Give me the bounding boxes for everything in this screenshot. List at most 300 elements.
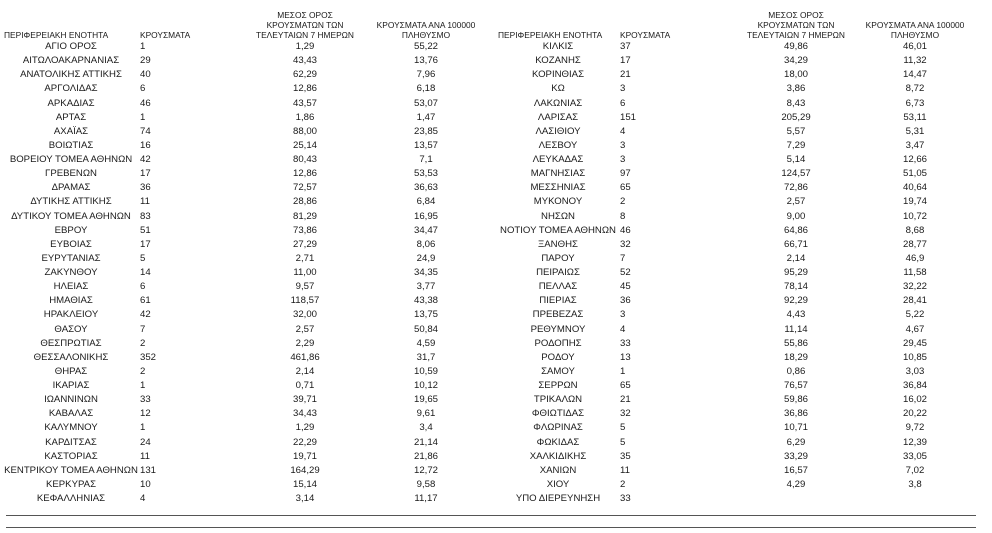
per-100k-value: 24,9 [416, 252, 436, 264]
per-100k-value: 46,01 [902, 41, 927, 53]
per-100k-value: 12,72 [413, 464, 438, 476]
avg-7day-value: 59,86 [783, 394, 808, 406]
per-100k-value: 6,84 [416, 196, 436, 208]
cases-value: 29 [140, 55, 151, 67]
cases-value: 6 [140, 281, 146, 293]
table-row [496, 125, 978, 139]
region-name: ΔΡΑΜΑΣ [51, 182, 91, 194]
header-row [2, 8, 492, 40]
region-name: ΚΑΣΤΟΡΙΑΣ [44, 450, 98, 462]
cases-value: 52 [620, 267, 631, 279]
region-name: ΔΥΤΙΚΗΣ ΑΤΤΙΚΗΣ [30, 196, 112, 208]
avg-7day-value: 22,29 [292, 436, 317, 448]
avg-7day-value: 11,00 [293, 267, 317, 279]
region-name: ΧΙΟΥ [546, 478, 570, 490]
cases-value: 13 [620, 351, 631, 363]
table-row [496, 252, 978, 266]
region-name: ΦΛΩΡΙΝΑΣ [533, 422, 583, 434]
per-100k-value: 34,35 [413, 267, 438, 279]
region-name: ΧΑΛΚΙΔΙΚΗΣ [529, 450, 587, 462]
avg-7day-value: 64,86 [783, 224, 808, 236]
region-name: ΞΑΝΘΗΣ [538, 238, 578, 250]
per-100k-value: 10,85 [902, 351, 927, 363]
table-row [2, 82, 492, 96]
cases-value: 16 [140, 139, 151, 151]
per-100k-value: 12,66 [902, 154, 927, 166]
avg-7day-value: 4,43 [786, 309, 806, 321]
region-name: ΚΟΡΙΝΘΙΑΣ [531, 69, 585, 81]
region-name: ΕΥΡΥΤΑΝΙΑΣ [41, 252, 101, 264]
avg-7day-value: 461,86 [290, 351, 320, 363]
per-100k-value: 3,03 [905, 365, 925, 377]
per-100k-value: 20,22 [902, 408, 927, 420]
table-row [496, 436, 978, 450]
cases-value: 32 [620, 408, 631, 420]
avg-7day-value: 49,86 [783, 41, 808, 53]
table-row [496, 337, 978, 351]
per-100k-value: 16,95 [413, 210, 438, 222]
region-name: ΑΓΙΟ ΟΡΟΣ [45, 41, 97, 53]
table-row [2, 224, 492, 238]
region-name: ΕΥΒΟΙΑΣ [50, 238, 92, 250]
avg-7day-value: 12,86 [292, 83, 317, 95]
cases-table-right [496, 8, 978, 506]
cases-value: 37 [620, 41, 631, 53]
avg-7day-value: 2,57 [786, 196, 806, 208]
region-name: ΗΛΕΙΑΣ [53, 281, 89, 293]
table-row [496, 421, 978, 435]
table-row [2, 153, 492, 167]
region-name: ΗΡΑΚΛΕΙΟΥ [43, 309, 99, 321]
table-row [496, 492, 978, 506]
avg-7day-value [740, 492, 852, 506]
avg-7day-value: 39,71 [292, 394, 317, 406]
region-name: ΣΑΜΟΥ [541, 365, 575, 377]
per-100k-value: 31,7 [416, 351, 436, 363]
per-100k-value: 6,18 [416, 83, 436, 95]
cases-value: 7 [140, 323, 146, 335]
region-name: ΤΡΙΚΑΛΩΝ [533, 394, 583, 406]
region-name: ΜΑΓΝΗΣΙΑΣ [530, 168, 586, 180]
per-100k-value: 5,31 [905, 125, 925, 137]
per-100k-value: 21,14 [413, 436, 438, 448]
table-row [2, 266, 492, 280]
region-name: ΠΕΛΛΑΣ [538, 281, 578, 293]
cases-value: 51 [140, 224, 151, 236]
avg-7day-value: 78,14 [783, 281, 808, 293]
avg-7day-value: 4,29 [786, 478, 806, 490]
per-100k-value: 4,59 [416, 337, 436, 349]
table-row [2, 139, 492, 153]
table-row [2, 252, 492, 266]
per-100k-value: 53,07 [413, 97, 438, 109]
avg-7day-value: 8,43 [786, 97, 806, 109]
region-name: ΚΕΦΑΛΛΗΝΙΑΣ [36, 493, 106, 505]
table-row [496, 464, 978, 478]
avg-7day-value: 3,14 [295, 493, 315, 505]
avg-7day-value: 6,29 [786, 436, 806, 448]
per-100k-value: 19,65 [413, 394, 438, 406]
avg-7day-value: 72,57 [292, 182, 317, 194]
table-row [2, 280, 492, 294]
cases-value: 151 [620, 111, 637, 123]
avg-7day-value: 205,29 [781, 111, 811, 123]
avg-7day-value: 1,29 [295, 41, 315, 53]
per-100k-value: 3,8 [908, 478, 922, 490]
per-100k-value: 7,96 [416, 69, 436, 81]
table-row [2, 478, 492, 492]
cases-value: 6 [620, 97, 626, 109]
per-100k-value: 1,47 [416, 111, 436, 123]
avg-7day-value: 2,57 [295, 323, 315, 335]
cases-value: 4 [620, 125, 626, 137]
region-name: ΛΑΣΙΘΙΟΥ [535, 125, 581, 137]
page-bottom-rule [6, 527, 976, 528]
table-row [2, 450, 492, 464]
cases-value: 2 [620, 478, 626, 490]
cases-value: 46 [140, 97, 151, 109]
per-100k-value: 33,05 [902, 450, 927, 462]
per-100k-value: 3,77 [416, 281, 436, 293]
avg-7day-value: 33,29 [783, 450, 808, 462]
table-row [2, 351, 492, 365]
table-bottom-rule [6, 515, 976, 516]
region-name: ΚΑΡΔΙΤΣΑΣ [45, 436, 97, 448]
cases-value: 11 [140, 196, 150, 208]
cases-value: 17 [140, 238, 151, 250]
table-row [2, 492, 492, 506]
cases-value: 35 [620, 450, 631, 462]
header-unit: ΠΕΡΙΦΕΡΕΙΑΚΗ ΕΝΟΤΗΤΑ [498, 30, 603, 40]
avg-7day-value: 18,29 [783, 351, 808, 363]
per-100k-value: 40,64 [902, 182, 927, 194]
table-row [2, 68, 492, 82]
avg-7day-value: 73,86 [292, 224, 317, 236]
cases-value: 3 [620, 139, 626, 151]
avg-7day-value: 2,14 [295, 365, 315, 377]
cases-value: 10 [140, 478, 151, 490]
table-row [496, 308, 978, 322]
table-row [496, 68, 978, 82]
avg-7day-value: 2,71 [295, 252, 315, 264]
table-row [496, 450, 978, 464]
table-row [496, 181, 978, 195]
cases-value: 61 [140, 295, 151, 307]
avg-7day-value: 0,86 [786, 365, 806, 377]
avg-7day-value: 9,57 [295, 281, 315, 293]
avg-7day-value: 32,00 [292, 309, 317, 321]
region-name: ΕΒΡΟΥ [54, 224, 88, 236]
cases-value: 1 [140, 111, 146, 123]
region-name: ΥΠΟ ΔΙΕΡΕΥΝΗΣΗ [515, 493, 601, 505]
avg-7day-value: 11,14 [784, 323, 808, 335]
per-100k-value: 13,57 [413, 139, 438, 151]
region-name: ΙΩΑΝΝΙΝΩΝ [44, 394, 98, 406]
region-name: ΚΑΒΑΛΑΣ [48, 408, 94, 420]
per-100k-value: 11,58 [903, 267, 927, 279]
avg-7day-value: 62,29 [292, 69, 317, 81]
table-row [2, 238, 492, 252]
header-cases: ΚΡΟΥΣΜΑΤΑ [620, 30, 671, 40]
cases-value: 45 [620, 281, 631, 293]
per-100k-value: 8,06 [416, 238, 436, 250]
avg-7day-value: 5,14 [786, 154, 806, 166]
cases-value: 1 [620, 365, 626, 377]
cases-value: 40 [140, 69, 151, 81]
cases-value: 6 [140, 83, 146, 95]
avg-7day-value: 36,86 [783, 408, 808, 420]
per-100k-value: 55,22 [413, 41, 438, 53]
region-name: ΚΑΛΥΜΝΟΥ [44, 422, 98, 434]
cases-value: 11 [620, 464, 630, 476]
table-row [496, 54, 978, 68]
region-name: ΡΟΔΟΥ [541, 351, 575, 363]
cases-value: 5 [620, 422, 626, 434]
region-name: ΑΝΑΤΟΛΙΚΗΣ ΑΤΤΙΚΗΣ [20, 69, 122, 81]
avg-7day-value: 25,14 [292, 139, 317, 151]
avg-7day-value: 7,29 [786, 139, 806, 151]
table-row [2, 125, 492, 139]
table-row [496, 82, 978, 96]
per-100k-value: 10,59 [413, 365, 438, 377]
region-name: ΛΕΥΚΑΔΑΣ [532, 154, 584, 166]
avg-7day-value: 55,86 [783, 337, 808, 349]
per-100k-value: 21,86 [413, 450, 438, 462]
avg-7day-value: 12,86 [292, 168, 317, 180]
header-cases: ΚΡΟΥΣΜΑΤΑ [140, 30, 191, 40]
cases-value: 12 [140, 408, 151, 420]
cases-value: 36 [620, 295, 631, 307]
region-name: ΑΡΓΟΛΙΔΑΣ [44, 83, 98, 95]
table-row [2, 379, 492, 393]
per-100k-value: 28,41 [902, 295, 927, 307]
per-100k-value: 53,53 [413, 168, 438, 180]
table-row [2, 407, 492, 421]
table-row [2, 436, 492, 450]
region-name: ΓΡΕΒΕΝΩΝ [45, 168, 97, 180]
cases-value: 65 [620, 380, 631, 392]
cases-value: 17 [140, 168, 151, 180]
region-name: ΚΕΝΤΡΙΚΟΥ ΤΟΜΕΑ ΑΘΗΝΩΝ [4, 464, 138, 476]
per-100k-value: 23,85 [413, 125, 438, 137]
table-row [496, 167, 978, 181]
header-rate: ΚΡΟΥΣΜΑΤΑ ΑΝΑ 100000 ΠΛΗΘΥΣΜΟ [376, 20, 476, 40]
cases-value: 32 [620, 238, 631, 250]
avg-7day-value: 92,29 [783, 295, 808, 307]
table-row [2, 167, 492, 181]
cases-value: 131 [140, 464, 157, 476]
region-name: ΦΘΙΩΤΙΔΑΣ [531, 408, 585, 420]
per-100k-value: 46,9 [905, 252, 925, 264]
table-row [496, 238, 978, 252]
per-100k-value: 7,02 [905, 464, 925, 476]
region-name: ΜΕΣΣΗΝΙΑΣ [530, 182, 586, 194]
region-name: ΝΟΤΙΟΥ ΤΟΜΕΑ ΑΘΗΝΩΝ [500, 224, 616, 236]
avg-7day-value: 0,71 [295, 380, 315, 392]
cases-value: 33 [140, 394, 151, 406]
cases-value: 7 [620, 252, 626, 264]
table-row [2, 323, 492, 337]
region-name: ΠΑΡΟΥ [541, 252, 575, 264]
region-name: ΔΥΤΙΚΟΥ ΤΟΜΕΑ ΑΘΗΝΩΝ [11, 210, 131, 222]
per-100k-value: 19,74 [902, 196, 927, 208]
per-100k-value: 16,02 [902, 394, 927, 406]
region-name: ΒΟΙΩΤΙΑΣ [48, 139, 94, 151]
avg-7day-value: 2,29 [295, 337, 315, 349]
per-100k-value: 10,12 [413, 380, 438, 392]
table-row [496, 97, 978, 111]
region-name: ΚΟΖΑΝΗΣ [535, 55, 581, 67]
per-100k-value: 8,68 [905, 224, 925, 236]
region-name: ΜΥΚΟΝΟΥ [533, 196, 583, 208]
per-100k-value: 12,39 [902, 436, 927, 448]
region-name: ΛΕΣΒΟΥ [538, 139, 578, 151]
cases-value: 33 [620, 493, 631, 505]
cases-value: 17 [620, 55, 631, 67]
table-row [2, 393, 492, 407]
table-row [496, 195, 978, 209]
per-100k-value: 9,72 [905, 422, 925, 434]
per-100k-value [852, 492, 978, 506]
per-100k-value: 14,47 [902, 69, 927, 81]
avg-7day-value: 81,29 [292, 210, 317, 222]
avg-7day-value: 10,71 [783, 422, 808, 434]
table-row [496, 153, 978, 167]
avg-7day-value: 9,00 [786, 210, 806, 222]
per-100k-value: 13,75 [413, 309, 438, 321]
table-row [2, 365, 492, 379]
avg-7day-value: 164,29 [290, 464, 320, 476]
region-name: ΑΡΚΑΔΙΑΣ [47, 97, 95, 109]
region-name: ΣΕΡΡΩΝ [538, 380, 578, 392]
per-100k-value: 5,22 [905, 309, 925, 321]
table-row [2, 111, 492, 125]
cases-value: 83 [140, 210, 151, 222]
avg-7day-value: 5,57 [786, 125, 806, 137]
avg-7day-value: 34,29 [783, 55, 808, 67]
region-name: ΡΟΔΟΠΗΣ [534, 337, 582, 349]
cases-value: 42 [140, 309, 151, 321]
region-name: ΠΙΕΡΙΑΣ [539, 295, 577, 307]
table-row [2, 337, 492, 351]
avg-7day-value: 1,29 [295, 422, 315, 434]
region-name: ΘΕΣΠΡΩΤΙΑΣ [40, 337, 102, 349]
region-name: ΘΕΣΣΑΛΟΝΙΚΗΣ [33, 351, 109, 363]
cases-value: 1 [140, 422, 146, 434]
table-row [496, 379, 978, 393]
table-row [496, 323, 978, 337]
cases-value: 1 [140, 41, 146, 53]
per-100k-value: 9,58 [416, 478, 436, 490]
avg-7day-value: 118,57 [290, 295, 320, 307]
per-100k-value: 43,38 [413, 295, 438, 307]
avg-7day-value: 76,57 [783, 380, 808, 392]
per-100k-value: 53,11 [903, 111, 927, 123]
table-row [2, 54, 492, 68]
avg-7day-value: 1,86 [295, 111, 315, 123]
cases-value: 2 [620, 196, 626, 208]
cases-value: 24 [140, 436, 151, 448]
header-avg: ΜΕΣΟΣ ΟΡΟΣ ΚΡΟΥΣΜΑΤΩΝ ΤΩΝ ΤΕΛΕΥΤΑΙΩΝ 7 ΗΜΕΡΩΝ [255, 10, 354, 40]
region-name: ΑΡΤΑΣ [55, 111, 87, 123]
per-100k-value: 9,61 [416, 408, 436, 420]
per-100k-value: 8,72 [905, 83, 925, 95]
avg-7day-value: 18,00 [783, 69, 808, 81]
avg-7day-value: 16,57 [783, 464, 808, 476]
cases-value: 8 [620, 210, 626, 222]
cases-value: 42 [140, 154, 151, 166]
cases-value: 74 [140, 125, 151, 137]
per-100k-value: 36,84 [902, 380, 927, 392]
cases-value: 1 [140, 380, 146, 392]
cases-value: 21 [620, 69, 631, 81]
table-row [496, 365, 978, 379]
per-100k-value: 11,17 [414, 493, 438, 505]
cases-value: 5 [140, 252, 146, 264]
table-row [496, 266, 978, 280]
table-row [2, 97, 492, 111]
cases-value: 11 [140, 450, 150, 462]
cases-value: 2 [140, 337, 146, 349]
per-100k-value: 51,05 [902, 168, 927, 180]
cases-value: 21 [620, 394, 631, 406]
table-row [2, 308, 492, 322]
cases-value: 65 [620, 182, 631, 194]
avg-7day-value: 34,43 [292, 408, 317, 420]
per-100k-value: 7,1 [419, 154, 433, 166]
cases-value: 14 [140, 267, 151, 279]
region-name: ΗΜΑΘΙΑΣ [49, 295, 93, 307]
avg-7day-value: 43,57 [292, 97, 317, 109]
table-row [496, 139, 978, 153]
cases-value: 33 [620, 337, 631, 349]
cases-value: 3 [620, 309, 626, 321]
per-100k-value: 29,45 [902, 337, 927, 349]
per-100k-value: 50,84 [413, 323, 438, 335]
region-name: ΠΕΙΡΑΙΩΣ [536, 267, 580, 279]
table-row [496, 40, 978, 54]
avg-7day-value: 3,86 [786, 83, 806, 95]
cases-value: 2 [140, 365, 146, 377]
cases-value: 4 [140, 493, 146, 505]
region-name: ΦΩΚΙΔΑΣ [536, 436, 580, 448]
region-name: ΘΑΣΟΥ [54, 323, 88, 335]
table-row [2, 421, 492, 435]
avg-7day-value: 28,86 [292, 196, 317, 208]
per-100k-value: 13,76 [413, 55, 438, 67]
avg-7day-value: 88,00 [292, 125, 317, 137]
region-name: ΡΕΘΥΜΝΟΥ [530, 323, 586, 335]
avg-7day-value: 27,29 [292, 238, 317, 250]
header-rate: ΚΡΟΥΣΜΑΤΑ ΑΝΑ 100000 ΠΛΗΘΥΣΜΟ [865, 20, 965, 40]
header-unit: ΠΕΡΙΦΕΡΕΙΑΚΗ ΕΝΟΤΗΤΑ [4, 30, 109, 40]
per-100k-value: 32,22 [902, 281, 927, 293]
header-row [496, 8, 978, 40]
per-100k-value: 10,72 [902, 210, 927, 222]
region-name: ΑΧΑΪΑΣ [53, 125, 89, 137]
cases-value: 352 [140, 351, 157, 363]
table-row [496, 478, 978, 492]
table-row [496, 280, 978, 294]
table-row [496, 294, 978, 308]
per-100k-value: 28,77 [902, 238, 927, 250]
avg-7day-value: 72,86 [783, 182, 808, 194]
header-avg: ΜΕΣΟΣ ΟΡΟΣ ΚΡΟΥΣΜΑΤΩΝ ΤΩΝ ΤΕΛΕΥΤΑΙΩΝ 7 ΗΜΕΡΩΝ [746, 10, 845, 40]
cases-value: 3 [620, 83, 626, 95]
cases-value: 3 [620, 154, 626, 166]
avg-7day-value: 124,57 [781, 168, 811, 180]
avg-7day-value: 15,14 [292, 478, 317, 490]
